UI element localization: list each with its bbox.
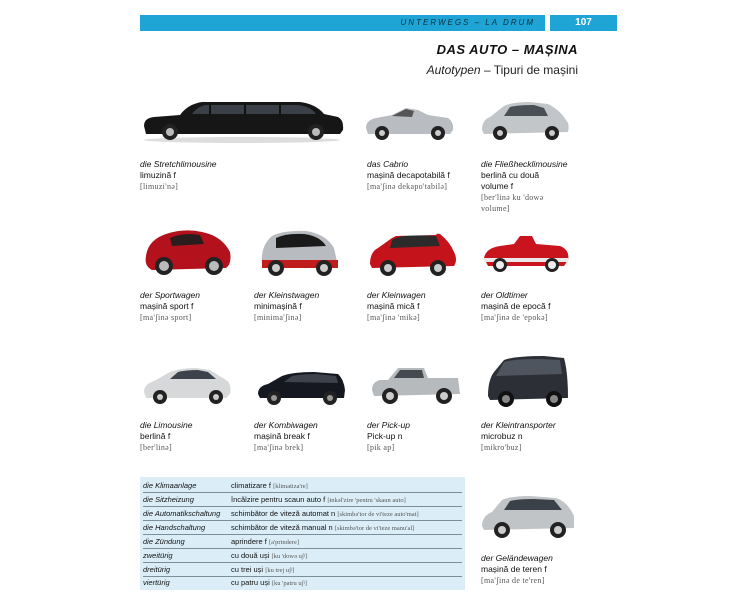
- table-romanian-text: cu trei uși: [231, 565, 264, 574]
- term-pronunciation: [ma'ʃinə brek]: [254, 443, 304, 452]
- term-german: der Kleinstwagen: [254, 290, 320, 300]
- table-romanian-text: încălzire pentru scaun auto f: [231, 495, 326, 504]
- oldtimer-picture: [480, 228, 572, 278]
- table-term-german: dreitürig: [143, 565, 171, 574]
- table-term-german: die Klimaanlage: [143, 481, 197, 490]
- term-german: der Oldtimer: [481, 290, 528, 300]
- table-romanian-text: cu patru uși: [231, 578, 270, 587]
- term-pronunciation: [ma'ʃinə sport]: [140, 313, 192, 322]
- page-number: 107: [550, 15, 617, 31]
- hatchback-picture: [478, 98, 573, 146]
- term-pronunciation: [ma'ʃinə de 'epokə]: [481, 313, 548, 322]
- page-subtitle: [427, 63, 578, 77]
- term-german: das Cabrio: [367, 159, 409, 169]
- term-romanian: limuzină f: [140, 170, 176, 180]
- caption-oldtimer: [481, 290, 593, 323]
- term-romanian: mașină mică f: [367, 301, 420, 311]
- term-german: der Kleinwagen: [367, 290, 426, 300]
- caption-station-wagon: [254, 420, 366, 453]
- table-term-romanian: [231, 521, 414, 535]
- table-term-romanian: [231, 507, 419, 521]
- caption-stretch-limousine: [140, 159, 252, 192]
- table-romanian-text: aprindere f: [231, 537, 267, 546]
- table-row: [143, 563, 462, 577]
- mini-car-picture: [366, 226, 460, 280]
- table-pronunciation: [klimatiza're]: [273, 483, 308, 490]
- table-term-german: viertürig: [143, 578, 170, 587]
- table-pronunciation: [ku 'dowə uʃʲ]: [271, 553, 308, 560]
- table-row: [143, 549, 462, 563]
- term-pronunciation: [ma'ʃinə de te'ren]: [481, 576, 545, 585]
- page-title: DAS AUTO – MAȘINA: [436, 42, 578, 57]
- table-row: [143, 479, 462, 493]
- term-german: die Fließhecklimousine: [481, 159, 568, 169]
- table-pronunciation: [ɨnkəl'zire 'pentru 'skaun auto]: [327, 497, 406, 504]
- subtitle-german: Autotypen: [426, 63, 481, 77]
- smart-car-picture: [254, 226, 344, 280]
- suv-picture: [478, 492, 578, 544]
- table-row: [143, 521, 462, 535]
- table-term-german: die Handschaltung: [143, 523, 206, 532]
- sedan-picture: [140, 362, 235, 408]
- table-term-german: zweitürig: [143, 551, 173, 560]
- term-romanian: berlină cu două: [481, 170, 540, 180]
- table-pronunciation: [ku 'patru uʃʲ]: [271, 580, 307, 587]
- caption-cabrio: [367, 159, 479, 192]
- term-german: der Geländewagen: [481, 553, 553, 563]
- table-term-german: die Zündung: [143, 537, 185, 546]
- table-term-romanian: [231, 479, 308, 493]
- term-german: der Kombiwagen: [254, 420, 318, 430]
- caption-smart-car: [254, 290, 366, 323]
- term-romanian: microbuz n: [481, 431, 523, 441]
- term-romanian: minimașină f: [254, 301, 302, 311]
- subtitle-separator: –: [480, 63, 494, 77]
- table-pronunciation: [a'prindere]: [268, 539, 299, 546]
- pickup-picture: [368, 360, 463, 408]
- term-romanian: mașină sport f: [140, 301, 194, 311]
- subtitle-romanian: Tipuri de mașini: [493, 63, 578, 77]
- term-romanian: Pick-up n: [367, 431, 403, 441]
- term-pronunciation: [minima'ʃinə]: [254, 313, 302, 322]
- van-picture: [484, 352, 570, 410]
- caption-sportscar: [140, 290, 252, 323]
- table-term-romanian: [231, 493, 406, 507]
- caption-mini-car: [367, 290, 479, 323]
- sportscar-picture: [140, 222, 235, 280]
- table-romanian-text: climatizare f: [231, 481, 272, 490]
- term-german: der Pick-up: [367, 420, 410, 430]
- term-pronunciation: [ber'linə ku 'dowə: [481, 193, 544, 202]
- term-pronunciation-continued: volume]: [481, 204, 510, 213]
- table-row: [143, 507, 462, 521]
- caption-van: [481, 420, 593, 453]
- term-pronunciation: [ber'linə]: [140, 443, 172, 452]
- caption-hatchback: [481, 159, 593, 214]
- stretch-limousine-picture: [140, 96, 345, 144]
- table-pronunciation: [skimbə'tor de vi'teze auto'mat]: [337, 511, 419, 518]
- section-header: UNTERWEGS – LA DRUM: [140, 15, 545, 31]
- term-pronunciation: [mikro'buz]: [481, 443, 522, 452]
- table-term-romanian: [231, 535, 299, 549]
- caption-suv: [481, 553, 593, 586]
- term-german: die Limousine: [140, 420, 193, 430]
- term-german: der Kleintransporter: [481, 420, 556, 430]
- term-romanian-continued: volume f: [481, 181, 514, 191]
- vocabulary-table: [140, 477, 465, 590]
- term-pronunciation: [ma'ʃinə dekapo'tabilə]: [367, 182, 448, 191]
- term-pronunciation: [pik ap]: [367, 443, 395, 452]
- term-german: der Sportwagen: [140, 290, 201, 300]
- table-term-romanian: [231, 563, 294, 577]
- term-german: die Stretchlimousine: [140, 159, 217, 169]
- table-pronunciation: [ku trej uʃʲ]: [265, 567, 295, 574]
- page-header: [140, 15, 617, 31]
- table-term-romanian: [231, 576, 307, 590]
- table-term-romanian: [231, 549, 307, 563]
- cabrio-picture: [362, 98, 457, 144]
- table-romanian-text: cu două uși: [231, 551, 270, 560]
- table-romanian-text: schimbător de viteză manual n: [231, 523, 333, 532]
- term-pronunciation: [ma'ʃinə 'mikə]: [367, 313, 420, 322]
- term-romanian: mașină decapotabilă f: [367, 170, 450, 180]
- table-row: [143, 535, 462, 549]
- table-romanian-text: schimbător de viteză automat n: [231, 509, 336, 518]
- term-pronunciation: [limuzi'nə]: [140, 182, 179, 191]
- table-pronunciation: [skimbə'tor de vi'teze manu'al]: [334, 525, 415, 532]
- term-romanian: mașină break f: [254, 431, 310, 441]
- term-romanian: berlină f: [140, 431, 171, 441]
- term-romanian: mașină de epocă f: [481, 301, 551, 311]
- caption-sedan: [140, 420, 252, 453]
- table-term-german: die Sitzheizung: [143, 495, 194, 504]
- table-row: [143, 493, 462, 507]
- table-term-german: die Automatikschaltung: [143, 509, 221, 518]
- term-romanian: mașină de teren f: [481, 564, 547, 574]
- table-row: [143, 576, 462, 589]
- caption-pickup: [367, 420, 479, 453]
- station-wagon-picture: [254, 366, 349, 408]
